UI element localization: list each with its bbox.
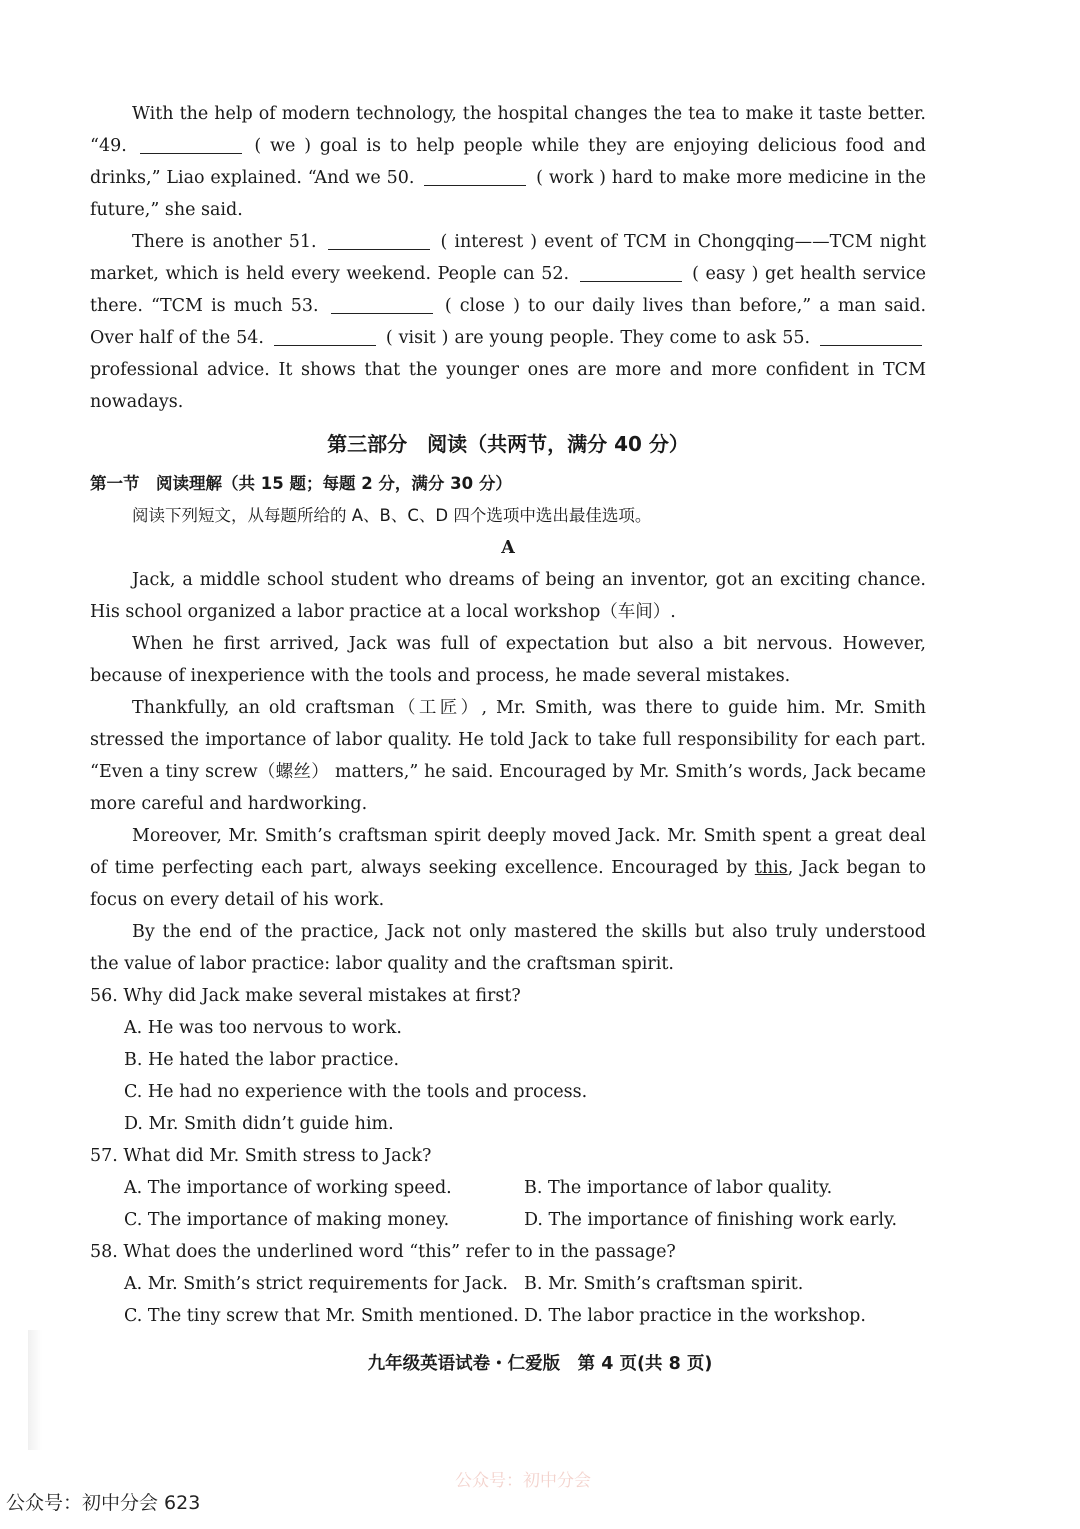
passage-text: , Jack began to focus on every detail of his work. bbox=[90, 858, 927, 910]
answer-blank-52[interactable] bbox=[580, 263, 682, 282]
cloze-text: ( close ) to our daily lives than before,” a man said. Over half of the 54. bbox=[90, 296, 927, 348]
passage-paragraph-4 bbox=[90, 820, 926, 916]
question-58-options-row-2 bbox=[90, 1300, 926, 1332]
question-56-option-b[interactable]: B. He hated the labor practice. bbox=[124, 1050, 400, 1070]
passage-paragraph-5: By the end of the practice, Jack not only mastered the skills but also truly understood the value of labor practice: labor quality and the craftsman spirit. bbox=[90, 922, 926, 974]
question-58-options-row-1 bbox=[90, 1268, 926, 1300]
question-57-stem: 57. What did Mr. Smith stress to Jack? bbox=[90, 1146, 432, 1166]
question-58-stem: 58. What does the underlined word “this” refer to in the passage? bbox=[90, 1242, 676, 1262]
question-57-options-row-1 bbox=[90, 1172, 926, 1204]
answer-blank-55[interactable] bbox=[820, 327, 922, 346]
cloze-text: ( interest ) event of TCM in Chongqing——TCM night market, which is held every weekend. People can 52. bbox=[90, 232, 926, 284]
question-58-option-a[interactable]: A. Mr. Smith’s strict requirements for Jack. bbox=[124, 1274, 508, 1294]
passage-paragraph-3: Thankfully, an old craftsman（工匠）, Mr. Smith, was there to guide him. Mr. Smith stressed the importance of labor quality. He told Jack to take full responsibility for each part. “Even a tiny screw（螺丝） matters,” he said. Encouraged by Mr. Smith’s words, Jack became more careful and hardworking. bbox=[90, 698, 926, 814]
cloze-text: With the help of modern technology, the hospital changes the tea to make it taste better. “49. bbox=[90, 104, 926, 156]
page-footer: 九年级英语试卷・仁爱版 第 4 页(共 8 页) bbox=[367, 1354, 713, 1374]
answer-blank-53[interactable] bbox=[331, 295, 433, 314]
cloze-paragraph-1 bbox=[90, 98, 926, 226]
question-57-option-d[interactable]: D. The importance of finishing work early. bbox=[524, 1210, 898, 1230]
scan-shadow bbox=[28, 1330, 42, 1450]
question-58-option-d[interactable]: D. The labor practice in the workshop. bbox=[524, 1306, 866, 1326]
question-56-stem: 56. Why did Jack make several mistakes at first? bbox=[90, 986, 521, 1006]
question-56-option-c[interactable]: C. He had no experience with the tools and process. bbox=[124, 1082, 588, 1102]
answer-blank-54[interactable] bbox=[274, 327, 376, 346]
cloze-text: ( work ) hard to make more medicine in the future,” she said. bbox=[90, 168, 926, 220]
answer-blank-50[interactable] bbox=[424, 167, 526, 186]
question-58-option-c[interactable]: C. The tiny screw that Mr. Smith mentioned. bbox=[124, 1306, 519, 1326]
answer-blank-51[interactable] bbox=[328, 231, 430, 250]
question-57-option-c[interactable]: C. The importance of making money. bbox=[124, 1210, 450, 1230]
question-57-option-a[interactable]: A. The importance of working speed. bbox=[124, 1178, 452, 1198]
question-56-option-d[interactable]: D. Mr. Smith didn’t guide him. bbox=[124, 1114, 394, 1134]
cloze-text: ( visit ) are young people. They come to ask 55. bbox=[379, 328, 816, 348]
underlined-word: this bbox=[754, 858, 788, 878]
cloze-paragraph-2 bbox=[90, 226, 926, 418]
subsection-title: 第一节 阅读理解（共 15 题；每题 2 分，满分 30 分） bbox=[90, 474, 512, 493]
question-57-options-row-2 bbox=[90, 1204, 926, 1236]
watermark-center: 公众号：初中分会 bbox=[455, 1471, 591, 1491]
answer-blank-49[interactable] bbox=[140, 135, 242, 154]
passage-paragraph-2: When he first arrived, Jack was full of expectation but also a bit nervous. However, because of inexperience with the tools and process, he made several mistakes. bbox=[90, 634, 926, 686]
question-58-option-b[interactable]: B. Mr. Smith’s craftsman spirit. bbox=[524, 1274, 804, 1294]
section-title: 第三部分 阅读（共两节，满分 40 分） bbox=[327, 432, 689, 456]
cloze-text: ( easy ) get health service there. “TCM is much 53. bbox=[90, 264, 926, 316]
instruction-text: 阅读下列短文，从每题所给的 A、B、C、D 四个选项中选出最佳选项。 bbox=[132, 506, 652, 525]
cloze-text: There is another 51. bbox=[132, 232, 324, 252]
cloze-text: ( we ) goal is to help people while they are enjoying delicious food and drinks,” Liao explained. “And we 50. bbox=[90, 136, 926, 188]
passage-letter: A bbox=[501, 538, 515, 558]
passage-text: Moreover, Mr. Smith’s craftsman spirit deeply moved Jack. Mr. Smith spent a great deal of time perfecting each part, always seeking excellence. Encouraged by bbox=[90, 826, 926, 878]
page-content bbox=[90, 98, 926, 1332]
question-57-option-b[interactable]: B. The importance of labor quality. bbox=[524, 1178, 833, 1198]
passage-paragraph-1: Jack, a middle school student who dreams of being an inventor, got an exciting chance. His school organized a labor practice at a local workshop（车间）. bbox=[90, 570, 926, 622]
watermark-left: 公众号：初中分会 623 bbox=[6, 1492, 201, 1514]
question-56-option-a[interactable]: A. He was too nervous to work. bbox=[124, 1018, 402, 1038]
cloze-text: professional advice. It shows that the younger ones are more and more confident in TCM nowadays. bbox=[90, 360, 926, 412]
